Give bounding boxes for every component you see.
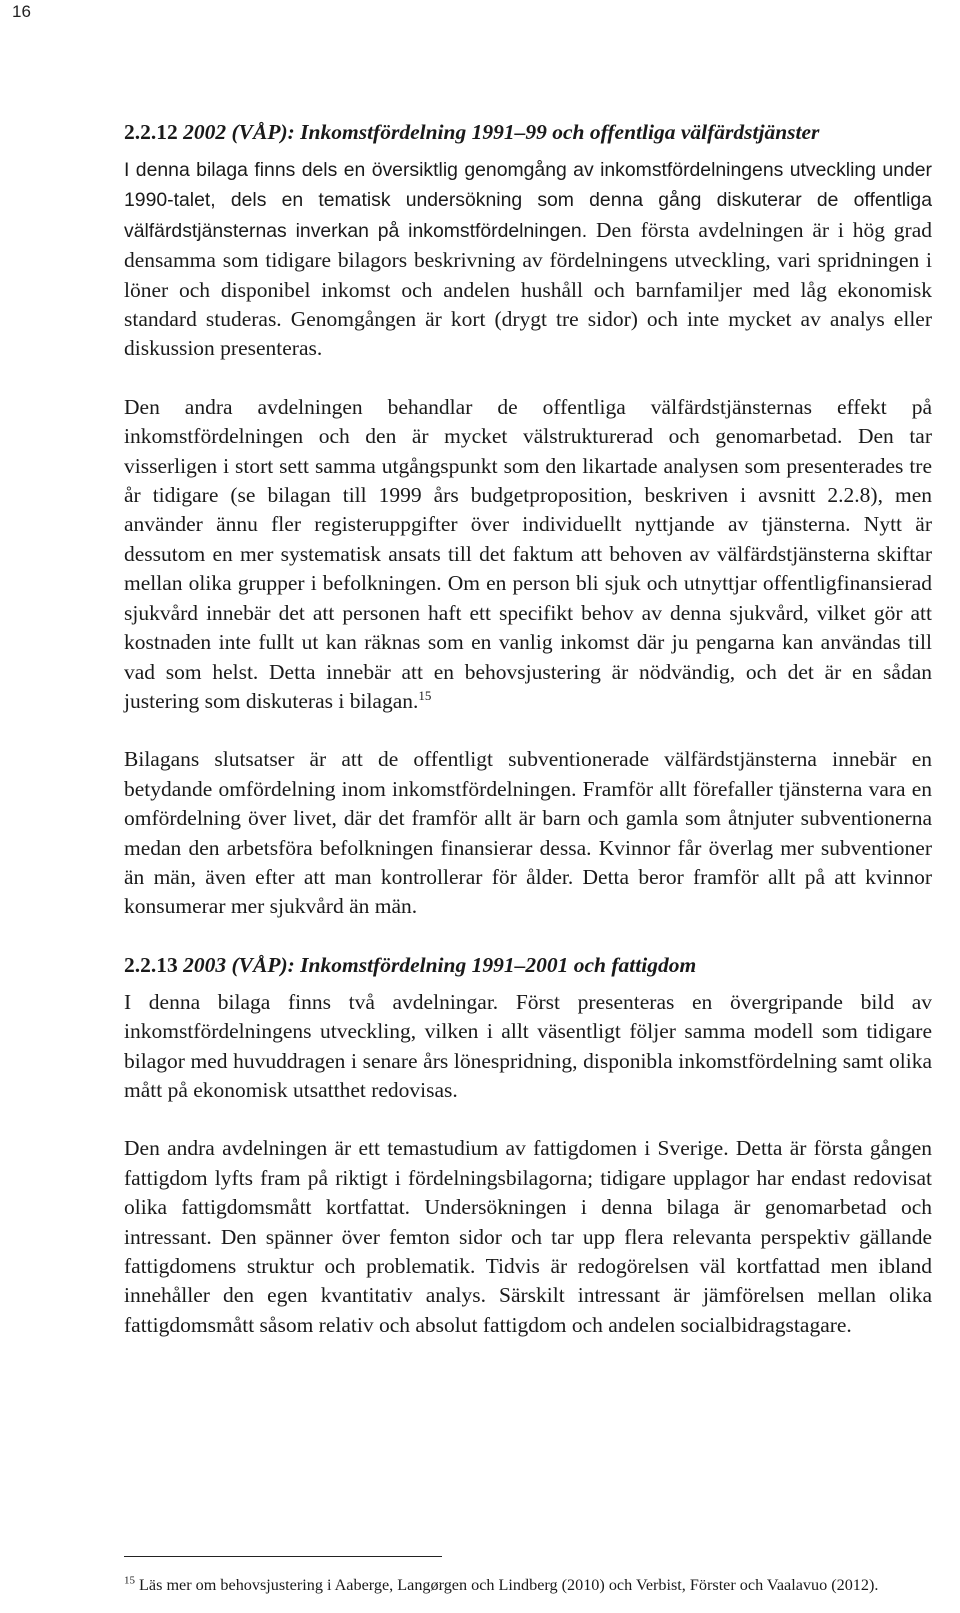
footnote-number: 15 (124, 1574, 135, 1587)
paragraph-continuation: Den första avdelningen är i hög grad densamma som tidigare bilagors beskrivning av fördelningens utveckling, vari spridningen i löner och disponibel inkomst och andelen hushåll och barnfamiljer med låg ekonomisk standard studeras. Genomgången är kort (drygt tre sidor) och inte mycket av analys eller diskussion presenteras. (124, 217, 932, 361)
paragraph: Den andra avdelningen är ett temastudium av fattigdomen i Sverige. Detta är första gången fattigdom lyfts fram på riktigt i fördelningsbilagorna; tidigare upplagor har endast redovisat olika fattigdomsmått kortfattat. Undersökningen i denna bilaga är genomarbetad och intressant. Den spänner över femton sidor och tar upp flera relevanta perspektiv gällande fattigdomens struktur och problematik. Tidvis är redogörelsen väl kortfattad men ibland innehåller den egen kvantitativ analys. Särskilt intressant är jämförelsen mellan olika fattigdomsmått såsom relativ och absolut fattigdom och andelen socialbidragstagare. (124, 1136, 932, 1337)
paragraph (124, 393, 932, 716)
section-heading-2-2-13 (124, 951, 932, 980)
paragraph: Bilagans slutsatser är att de offentligt subventionerade välfärdstjänsterna innebär en betydande omfördelning inom inkomstfördelningen. Framför allt förefaller tjänsterna vara en omfördelning över livet, där det framför allt är barn och gamla som åtnjuter subventionerna medan den arbetsföra befolkningen finansierar dessa. Kvinnor får överlag mer subventioner än män, även efter att man kontrollerar för ålder. Detta beror framför allt på att kvinnor konsumerar mer sjukvård än män. (124, 747, 932, 919)
footnote-reference[interactable]: 15 (418, 687, 432, 703)
footnote-text: Läs mer om behovsjustering i Aaberge, Langørgen och Lindberg (2010) och Verbist, Förster och Vaalavuo (2012). (139, 1576, 879, 1594)
paragraph-text: Den andra avdelningen behandlar de offentliga välfärdstjänsternas effekt på inkomstfördelningen och den är mycket välstrukturerad och genomarbetad. Den tar visserligen i stort sett samma utgångspunkt som den likartade analysen som presenterades tre år tidigare (se bilagan till 1999 års budgetproposition, beskriven i avsnitt 2.2.8), men använder ännu fler registeruppgifter över individuellt nyttjande av tjänsterna. Nytt är dessutom en mer systematisk ansats till det faktum att behoven av välfärdstjänsterna skiftar mellan olika grupper i befolkningen. Om en person bli sjuk och utnyttjar offentligfinansierad sjukvård innebär det att personen haft ett specifikt behov av denna sjukvård, vilket gör att kostnaden inte fullt ut kan räknas som en vanlig inkomst där ju pengarna kan användas till vad som helst. Detta innebär att en behovsjustering är nödvändig, och det är en sådan justering som diskuteras i bilagan. (124, 394, 932, 713)
section-number: 2.2.12 (124, 120, 178, 144)
footnote (124, 1574, 932, 1596)
paragraph: I denna bilaga finns två avdelningar. Först presenteras en övergripande bild av inkomstfördelningens utveckling, vilken i allt väsentligt följer samma modell som tidigare bilagor med huvuddragen i senare års lönespridning, disponibla inkomstfördelning samt olika mått på ekonomisk utsatthet redovisas. (124, 989, 932, 1102)
section-heading-2-2-12 (124, 118, 932, 147)
page-body (124, 118, 932, 1340)
section-number: 2.2.13 (124, 952, 178, 977)
section-title: 2003 (VÅP): Inkomstfördelning 1991–2001 och fattigdom (183, 952, 697, 977)
section-title: 2002 (VÅP): Inkomstfördelning 1991–99 och offentliga välfärdstjänster (183, 120, 820, 144)
footnote-separator (124, 1556, 442, 1557)
page-number: 16 (12, 2, 31, 21)
paragraph-lead-sans: I denna bilaga finns dels en översiktlig genomgång av inkomstfördelningens utveckling under 1990-talet, dels en tematisk undersökning som denna gång diskuterar de offentliga välfärdstjänsternas inverkan på inkomstfördelningen. (124, 159, 932, 242)
paragraph (124, 155, 932, 364)
